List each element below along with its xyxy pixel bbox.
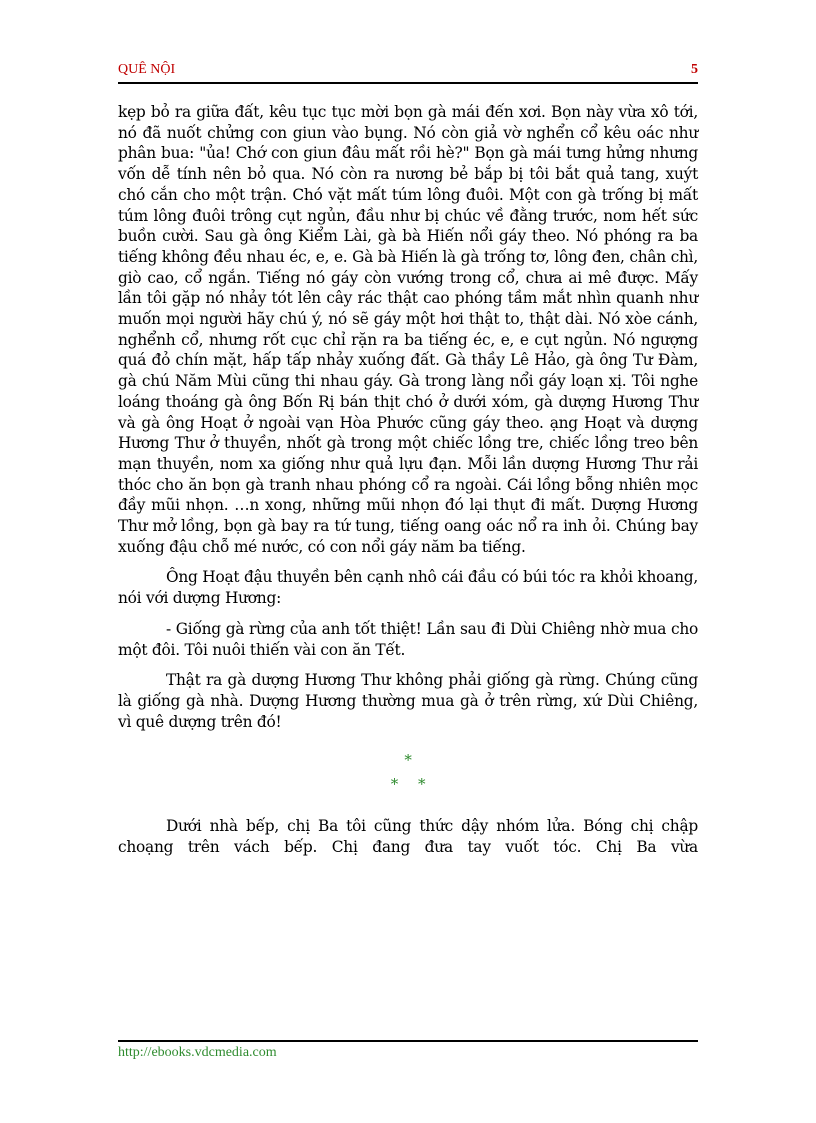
- paragraph-2: Ông Hoạt đậu thuyền bên cạnh nhô cái đầu có búi tóc ra khỏi khoang, nói với dượng Hương:: [118, 568, 698, 608]
- paragraph-5: Dưới nhà bếp, chị Ba tôi cũng thức dậy nhóm lửa. Bóng chị chập choạng trên vách bếp. Chị đang đưa tay vuốt tóc. Chị Ba vừa: [118, 817, 698, 857]
- separator-star-left: *: [390, 775, 398, 794]
- book-title: QUÊ NỘI: [118, 62, 176, 77]
- footer-divider: [118, 1040, 698, 1042]
- separator-star-top: *: [404, 751, 412, 770]
- paragraph-1: kẹp bỏ ra giữa đất, kêu tục tục mời bọn gà mái đến xơi. Bọn này vừa xô tới, nó đã nuốt chửng con giun vào bụng. Nó còn giả vờ nghển cổ kêu oác như phân bua: "ủa! Chớ con giun đâu mất rồi hè?" Bọn gà mái tưng hửng nhưng vốn dễ tính nên bỏ qua. Nó còn ra nương bẻ bắp bị tôi bắt quả tang, xuýt chó cắn cho một trận. Chó vặt mất túm lông đuôi. Một con gà trống bị mất túm lông đuôi trông cụt ngủn, đầu như bị chúc về đằng trước, nom hết sức buồn cười. Sau gà ông Kiểm Lài, gà bà Hiến nổi gáy theo. Nó phóng ra ba tiếng không đều nhau éc, e, e. Gà bà Hiến là gà trống tơ, lông đen, chân chì, giò cao, cổ ngắn. Tiếng nó gáy còn vướng trong cổ, chưa ai mê được. Mấy lần tôi gặp nó nhảy tót lên cây rác thật cao phóng tầm mắt nhìn quanh như muốn mọi người hãy chú ý, nó sẽ gáy một hơi thật to, thật dài. Nó xòe cánh, nghểnh cổ, nhưng rốt cục chỉ rặn ra ba tiếng éc, e, e cụt ngủn. Nó ngượng quá đỏ chín mặt, hấp tấp nhảy xuống đất. Gà thầy Lê Hảo, gà ông Tư Đàm, gà chú Năm Mùi cũng thi nhau gáy. Gà trong làng nổi gáy loạn xị. Tôi nghe loáng thoáng gà ông Bốn Rị bán thịt chó ở dưới xóm, gà dượng Hương Thư và gà ông Hoạt ở ngoài vạn Hòa Phước cũng gáy theo. ạng Hoạt và dượng Hương Thư ở thuyền, nhốt gà trong một chiếc lồng tre, chiếc lồng treo bên mạn thuyền, nom xa giống như quả lựu đạn. Mỗi lần dượng Hương Thư rải thóc cho ăn bọn gà tranh nhau phóng cổ ra ngoài. Cái lồng bỗng nhiên mọc đầy mũi nhọn. …n xong, những mũi nhọn đó lại thụt đi mất. Dượng Hương Thư mở lồng, bọn gà bay ra tứ tung, tiếng oang oác nổ ra inh ỏi. Chúng bay xuống đậu chỗ mé nước, có con nổi gáy năm ba tiếng.: [118, 103, 698, 556]
- paragraph-4: Thật ra gà dượng Hương Thư không phải giống gà rừng. Chúng cũng là giống gà nhà. Dượng Hương thường mua gà ở trên rừng, xứ Dùi Chiêng, vì quê dượng trên đó!: [118, 671, 698, 731]
- header-divider: [118, 82, 698, 84]
- footer-link[interactable]: http://ebooks.vdcmedia.com: [118, 1045, 277, 1060]
- page-header: [118, 62, 698, 82]
- page-body: [118, 102, 698, 868]
- paragraph-3: - Giống gà rừng của anh tốt thiệt! Lần sau đi Dùi Chiêng nhờ mua cho một đôi. Tôi nuôi thiến vài con ăn Tết.: [118, 619, 698, 659]
- page-number: 5: [691, 62, 698, 77]
- section-separator: [118, 748, 698, 796]
- separator-star-right: *: [418, 775, 426, 794]
